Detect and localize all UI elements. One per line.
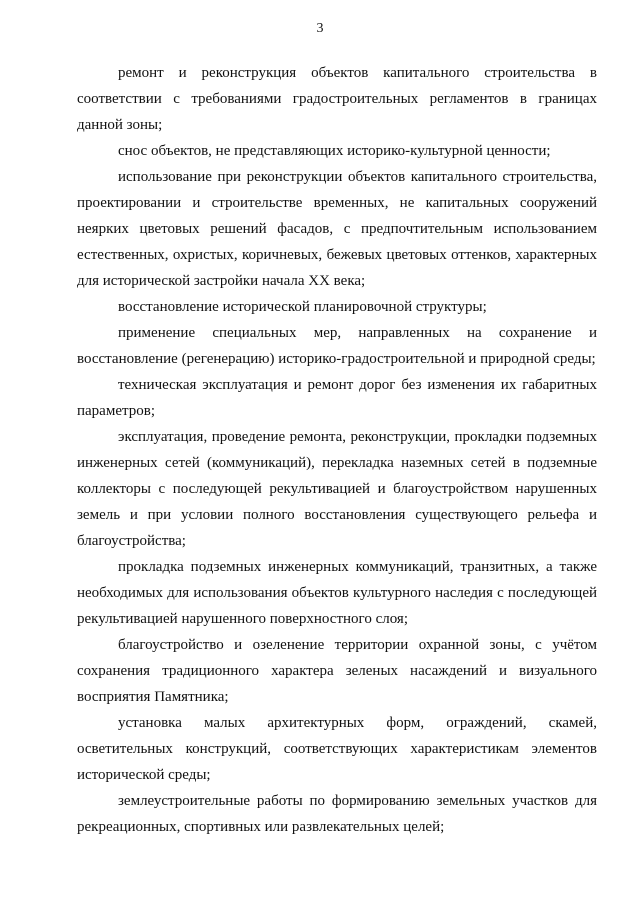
paragraph-road-maintenance: техническая эксплуатация и ремонт дорог без изменения их габаритных параметров; <box>77 377 597 419</box>
paragraph-special-measures: применение специальных мер, направленных на сохранение и восстановление (регенерацию) историко-градостроительной и природной среды; <box>77 325 597 367</box>
paragraph-land-surveying: землеустроительные работы по формированию земельных участков для рекреационных, спортивных или развлекательных целей; <box>77 793 597 835</box>
paragraph-utility-networks: эксплуатация, проведение ремонта, реконструкции, прокладки подземных инженерных сетей (коммуникаций), перекладка наземных сетей в подземные коллекторы с последующей рекультивацией и благоустройством нарушенных земель и при условии полного восстановления существующего рельефа и благоустройства; <box>77 429 597 549</box>
paragraph-demolition: снос объектов, не представляющих историко-культурной ценности; <box>118 143 551 159</box>
paragraph-facade-colors: использование при реконструкции объектов капитального строительства, проектировании и строительстве временных, не капитальных сооружений неярких цветовых решений фасадов, с предпочтительным использованием естественных, охристых, коричневых, бежевых цветовых оттенков, характерных для исторической застройки начала XX века; <box>77 169 597 289</box>
paragraph-renovation: ремонт и реконструкция объектов капитального строительства в соответствии с требованиями градостроительных регламентов в границах данной зоны; <box>77 65 597 133</box>
paragraph-landscaping: благоустройство и озеленение территории охранной зоны, с учётом сохранения традиционного характера зеленых насаждений и визуального восприятия Памятника; <box>77 637 597 705</box>
page-number: 3 <box>316 21 324 36</box>
paragraph-planning-structure: восстановление исторической планировочной структуры; <box>118 299 487 315</box>
paragraph-underground-communications: прокладка подземных инженерных коммуникаций, транзитных, а также необходимых для использования объектов культурного наследия с последующей рекультивацией нарушенного поверхностного слоя; <box>77 559 597 627</box>
paragraph-small-forms: установка малых архитектурных форм, ограждений, скамей, осветительных конструкций, соответствующих характеристикам элементов исторической среды; <box>77 715 597 783</box>
document-body <box>77 60 597 840</box>
